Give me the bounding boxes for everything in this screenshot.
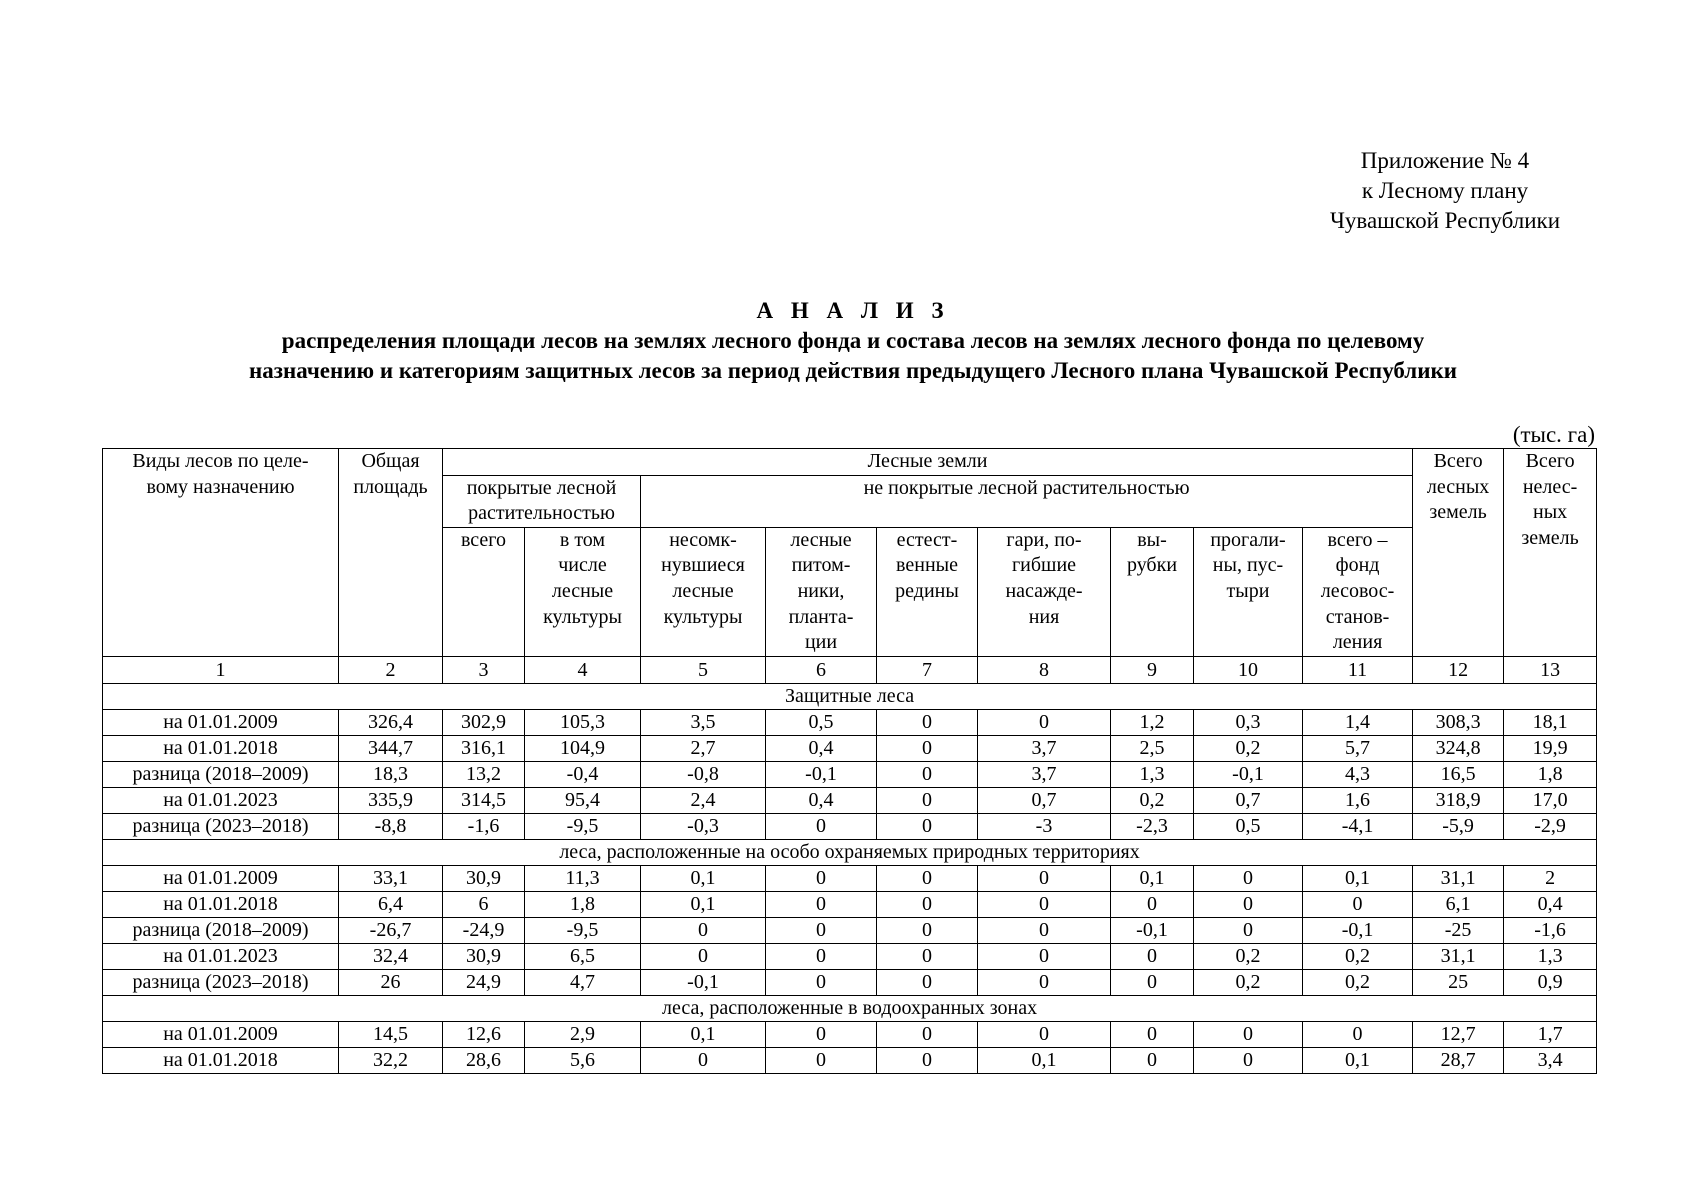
table-cell: 95,4 xyxy=(525,787,641,813)
table-cell: 0,2 xyxy=(1194,969,1303,995)
table-cell: 0 xyxy=(877,865,978,891)
table-header xyxy=(103,449,1597,684)
table-cell: 16,5 xyxy=(1413,761,1504,787)
table-cell: 335,9 xyxy=(339,787,443,813)
table-cell: 0 xyxy=(641,1047,766,1073)
table-cell: 0 xyxy=(978,865,1111,891)
section-title: леса, расположенные в водоохранных зонах xyxy=(103,995,1597,1021)
table-cell: 0 xyxy=(766,969,877,995)
table-cell: 0,2 xyxy=(1303,943,1413,969)
table-row xyxy=(103,709,1597,735)
table-cell: 3,7 xyxy=(978,761,1111,787)
table-cell: 0,5 xyxy=(766,709,877,735)
table-cell: 0,1 xyxy=(641,865,766,891)
table-cell: 0 xyxy=(1194,891,1303,917)
table-cell: 11,3 xyxy=(525,865,641,891)
table-cell: 0 xyxy=(766,1021,877,1047)
column-number: 12 xyxy=(1413,656,1504,683)
table-cell: 1,3 xyxy=(1504,943,1597,969)
table-cell: 0 xyxy=(1111,1047,1194,1073)
column-number: 9 xyxy=(1111,656,1194,683)
appendix-line-2: к Лесному плану xyxy=(1361,178,1529,203)
appendix-line-1: Приложение № 4 xyxy=(1360,148,1530,173)
table-cell: 6 xyxy=(443,891,525,917)
header-not-covered: не покрытые лесной растительностью xyxy=(641,475,1413,527)
column-number: 11 xyxy=(1303,656,1413,683)
appendix-line-3: Чувашской Республики xyxy=(1329,208,1561,233)
table-cell: 104,9 xyxy=(525,735,641,761)
table-cell: 0 xyxy=(877,787,978,813)
units-label: (тыс. га) xyxy=(1512,422,1595,447)
table-cell: 0 xyxy=(1303,1021,1413,1047)
table-cell: 2,7 xyxy=(641,735,766,761)
table-cell: -8,8 xyxy=(339,813,443,839)
table-cell: 316,1 xyxy=(443,735,525,761)
table-cell: 0 xyxy=(1111,891,1194,917)
column-number: 5 xyxy=(641,656,766,683)
table-cell: 0 xyxy=(978,917,1111,943)
table-cell: 0 xyxy=(1194,865,1303,891)
header-sub-col-4: в том числе лесные культуры xyxy=(525,527,641,656)
header-covered: покрытые лесной растительностью xyxy=(443,475,641,527)
table-cell: 0,1 xyxy=(1303,865,1413,891)
table-cell: 2 xyxy=(1504,865,1597,891)
table-cell: 1,3 xyxy=(1111,761,1194,787)
table-cell: 0,2 xyxy=(1111,787,1194,813)
table-cell: 0 xyxy=(877,917,978,943)
table-cell: -3 xyxy=(978,813,1111,839)
title-line-1: распределения площади лесов на землях лесного фонда и состава лесов на землях лесного фонда по целевому xyxy=(281,328,1425,353)
table-cell: 0 xyxy=(766,891,877,917)
table-cell: -5,9 xyxy=(1413,813,1504,839)
table-cell: 0 xyxy=(877,761,978,787)
column-number: 6 xyxy=(766,656,877,683)
table-cell: 30,9 xyxy=(443,943,525,969)
table-cell: -0,3 xyxy=(641,813,766,839)
table-cell: 0,7 xyxy=(1194,787,1303,813)
row-label: разница (2018–2009) xyxy=(103,761,339,787)
table-cell: -0,1 xyxy=(641,969,766,995)
header-forest-lands: Лесные земли xyxy=(443,449,1413,476)
table-cell: 308,3 xyxy=(1413,709,1504,735)
table-cell: 314,5 xyxy=(443,787,525,813)
table-cell: 3,7 xyxy=(978,735,1111,761)
header-sub-col-8: гари, по- гибшие насажде- ния xyxy=(978,527,1111,656)
table-cell: 0,5 xyxy=(1194,813,1303,839)
table-cell: 0,1 xyxy=(641,1021,766,1047)
table-cell: 1,8 xyxy=(1504,761,1597,787)
table-row xyxy=(103,943,1597,969)
title-line-2: назначению и категориям защитных лесов за период действия предыдущего Лесного плана Чувашской Республики xyxy=(249,358,1457,383)
table-cell: 5,7 xyxy=(1303,735,1413,761)
table-cell: 0 xyxy=(877,813,978,839)
row-label: разница (2023–2018) xyxy=(103,969,339,995)
table-cell: 0 xyxy=(877,735,978,761)
table-cell: 33,1 xyxy=(339,865,443,891)
header-sub-col-7: естест- венные редины xyxy=(877,527,978,656)
table-cell: 0 xyxy=(877,969,978,995)
table-cell: 0,3 xyxy=(1194,709,1303,735)
table-cell: -0,1 xyxy=(1111,917,1194,943)
column-number: 3 xyxy=(443,656,525,683)
table-cell: 24,9 xyxy=(443,969,525,995)
table-cell: -9,5 xyxy=(525,813,641,839)
table-cell: 302,9 xyxy=(443,709,525,735)
table-cell: -2,3 xyxy=(1111,813,1194,839)
table-cell: 0 xyxy=(978,709,1111,735)
table-cell: 0 xyxy=(766,917,877,943)
table-row xyxy=(103,917,1597,943)
table-row xyxy=(103,813,1597,839)
table-cell: 1,6 xyxy=(1303,787,1413,813)
header-sub-col-11: всего – фонд лесовос- станов- ления xyxy=(1303,527,1413,656)
table-cell: 0,1 xyxy=(1111,865,1194,891)
table-cell: 4,3 xyxy=(1303,761,1413,787)
header-total-area: Общая площадь xyxy=(339,449,443,657)
table-cell: 0 xyxy=(1194,1047,1303,1073)
table-cell: 13,2 xyxy=(443,761,525,787)
table-cell: 0,2 xyxy=(1194,735,1303,761)
table-cell: 0 xyxy=(877,709,978,735)
table-cell: 0 xyxy=(877,943,978,969)
table-cell: 2,5 xyxy=(1111,735,1194,761)
table-body xyxy=(103,683,1597,1073)
table-cell: 0 xyxy=(766,865,877,891)
row-label: разница (2018–2009) xyxy=(103,917,339,943)
table-row xyxy=(103,787,1597,813)
column-number: 8 xyxy=(978,656,1111,683)
header-sub-col-9: вы- рубки xyxy=(1111,527,1194,656)
document-title xyxy=(100,296,1606,386)
table-cell: 17,0 xyxy=(1504,787,1597,813)
table-cell: 14,5 xyxy=(339,1021,443,1047)
table-cell: -25 xyxy=(1413,917,1504,943)
table-cell: 1,8 xyxy=(525,891,641,917)
table-cell: -9,5 xyxy=(525,917,641,943)
row-label: на 01.01.2009 xyxy=(103,709,339,735)
header-total-nonforest-lands: Всего нелес- ных земель xyxy=(1504,449,1597,657)
header-sub-col-5: несомк- нувшиеся лесные культуры xyxy=(641,527,766,656)
table-cell: -0,1 xyxy=(766,761,877,787)
table-cell: 0 xyxy=(877,891,978,917)
table-cell: 0 xyxy=(1194,917,1303,943)
table-cell: 0,7 xyxy=(978,787,1111,813)
appendix-note xyxy=(1300,146,1590,236)
table-cell: 1,4 xyxy=(1303,709,1413,735)
table-cell: 0 xyxy=(766,813,877,839)
table-cell: 6,1 xyxy=(1413,891,1504,917)
table-row xyxy=(103,1047,1597,1073)
table-cell: -1,6 xyxy=(1504,917,1597,943)
table-cell: 4,7 xyxy=(525,969,641,995)
table-cell: 0 xyxy=(1111,943,1194,969)
table-cell: 31,1 xyxy=(1413,865,1504,891)
table-cell: 28,7 xyxy=(1413,1047,1504,1073)
section-row xyxy=(103,995,1597,1021)
table-cell: 0,4 xyxy=(1504,891,1597,917)
table-cell: 0 xyxy=(978,1021,1111,1047)
table-cell: 344,7 xyxy=(339,735,443,761)
table-cell: 0 xyxy=(978,891,1111,917)
title-main: А Н А Л И З xyxy=(756,298,950,323)
table-cell: 0 xyxy=(978,943,1111,969)
row-label: разница (2023–2018) xyxy=(103,813,339,839)
table-cell: -1,6 xyxy=(443,813,525,839)
table-cell: -2,9 xyxy=(1504,813,1597,839)
row-label: на 01.01.2023 xyxy=(103,787,339,813)
table-cell: 1,7 xyxy=(1504,1021,1597,1047)
table-row xyxy=(103,761,1597,787)
table-cell: 0,1 xyxy=(1303,1047,1413,1073)
row-label: на 01.01.2009 xyxy=(103,1021,339,1047)
table-cell: 0,9 xyxy=(1504,969,1597,995)
table-cell: 19,9 xyxy=(1504,735,1597,761)
row-label: на 01.01.2018 xyxy=(103,891,339,917)
section-title: леса, расположенные на особо охраняемых природных территориях xyxy=(103,839,1597,865)
table-cell: 32,4 xyxy=(339,943,443,969)
table-cell: 0 xyxy=(1111,969,1194,995)
table-cell: 0,2 xyxy=(1194,943,1303,969)
table-row xyxy=(103,969,1597,995)
table-cell: 2,4 xyxy=(641,787,766,813)
column-number: 2 xyxy=(339,656,443,683)
column-number: 4 xyxy=(525,656,641,683)
table-cell: 0 xyxy=(1194,1021,1303,1047)
table-cell: -0,1 xyxy=(1194,761,1303,787)
column-number: 13 xyxy=(1504,656,1597,683)
header-forest-type: Виды лесов по целе- вому назначению xyxy=(103,449,339,657)
table-cell: 31,1 xyxy=(1413,943,1504,969)
column-number: 7 xyxy=(877,656,978,683)
row-label: на 01.01.2023 xyxy=(103,943,339,969)
table-cell: 28,6 xyxy=(443,1047,525,1073)
table-cell: 0 xyxy=(978,969,1111,995)
table-cell: 0 xyxy=(1111,1021,1194,1047)
table-cell: -4,1 xyxy=(1303,813,1413,839)
section-row xyxy=(103,839,1597,865)
table-cell: 32,2 xyxy=(339,1047,443,1073)
table-cell: 30,9 xyxy=(443,865,525,891)
table-row xyxy=(103,891,1597,917)
table-cell: -26,7 xyxy=(339,917,443,943)
table-cell: 0 xyxy=(766,1047,877,1073)
forest-analysis-table xyxy=(102,448,1597,1074)
table-cell: -0,4 xyxy=(525,761,641,787)
header-sub-col-10: прогали- ны, пус- тыри xyxy=(1194,527,1303,656)
header-row-1 xyxy=(103,449,1597,476)
column-number-row xyxy=(103,656,1597,683)
section-row xyxy=(103,683,1597,709)
table-cell: 1,2 xyxy=(1111,709,1194,735)
table-cell: 0 xyxy=(1303,891,1413,917)
table-cell: 0 xyxy=(641,917,766,943)
table-row xyxy=(103,865,1597,891)
table-cell: 12,6 xyxy=(443,1021,525,1047)
table-cell: 2,9 xyxy=(525,1021,641,1047)
table-cell: 12,7 xyxy=(1413,1021,1504,1047)
table-cell: 3,4 xyxy=(1504,1047,1597,1073)
row-label: на 01.01.2018 xyxy=(103,735,339,761)
table-cell: -0,1 xyxy=(1303,917,1413,943)
table-row xyxy=(103,735,1597,761)
table-cell: 3,5 xyxy=(641,709,766,735)
header-total-forest-lands: Всего лесных земель xyxy=(1413,449,1504,657)
table-cell: 26 xyxy=(339,969,443,995)
table-cell: 0,1 xyxy=(978,1047,1111,1073)
table-cell: 0,4 xyxy=(766,735,877,761)
column-number: 1 xyxy=(103,656,339,683)
table-cell: 0 xyxy=(877,1021,978,1047)
table-cell: 0,2 xyxy=(1303,969,1413,995)
header-sub-col-3: всего xyxy=(443,527,525,656)
table-cell: -24,9 xyxy=(443,917,525,943)
table-cell: 5,6 xyxy=(525,1047,641,1073)
section-title: Защитные леса xyxy=(103,683,1597,709)
table-cell: 324,8 xyxy=(1413,735,1504,761)
table-cell: 0 xyxy=(766,943,877,969)
table-cell: 18,3 xyxy=(339,761,443,787)
table-cell: 318,9 xyxy=(1413,787,1504,813)
table-cell: 326,4 xyxy=(339,709,443,735)
row-label: на 01.01.2018 xyxy=(103,1047,339,1073)
table-cell: 25 xyxy=(1413,969,1504,995)
table-cell: 0,1 xyxy=(641,891,766,917)
table-row xyxy=(103,1021,1597,1047)
table-cell: -0,8 xyxy=(641,761,766,787)
row-label: на 01.01.2009 xyxy=(103,865,339,891)
table-cell: 0 xyxy=(641,943,766,969)
table-cell: 18,1 xyxy=(1504,709,1597,735)
table-cell: 0 xyxy=(877,1047,978,1073)
table-cell: 0,4 xyxy=(766,787,877,813)
column-number: 10 xyxy=(1194,656,1303,683)
table-cell: 6,5 xyxy=(525,943,641,969)
header-sub-col-6: лесные питом- ники, планта- ции xyxy=(766,527,877,656)
table-cell: 6,4 xyxy=(339,891,443,917)
table-cell: 105,3 xyxy=(525,709,641,735)
